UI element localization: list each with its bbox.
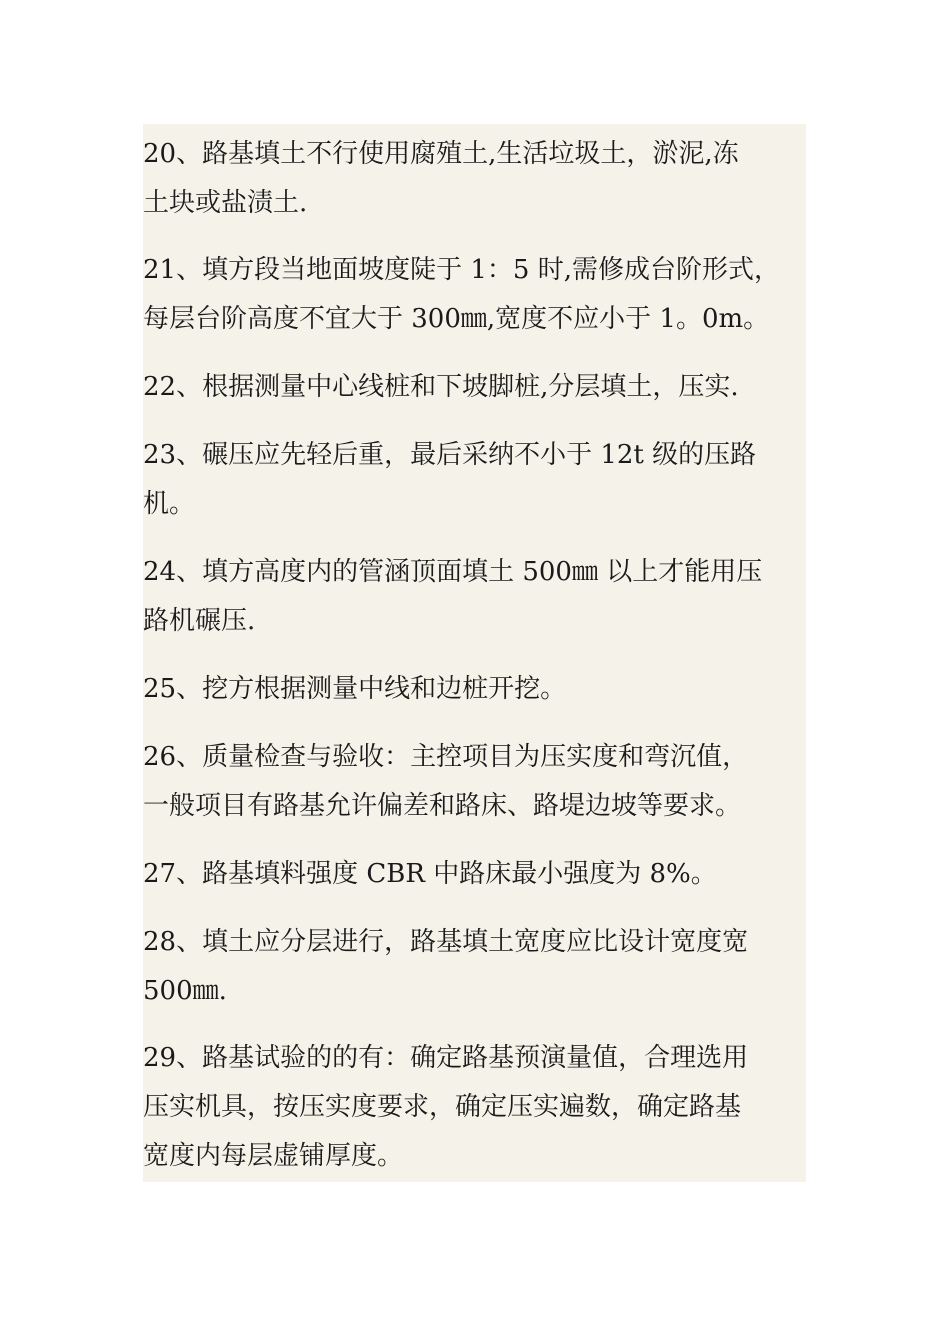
list-item-line: 机。 [143,489,196,519]
list-item-line: 21、填方段当地面坡度陡于 1：5 时,需修成台阶形式， [143,255,780,285]
list-item-line: 24、填方高度内的管涵顶面填土 500㎜ 以上才能用压 [143,557,763,587]
list-item-line: 20、路基填土不行使用腐殖土,生活垃圾土，淤泥,冻 [143,139,739,169]
list-item-line: 路机碾压. [143,606,256,636]
list-item-line: 22、根据测量中心线桩和下坡脚桩,分层填土，压实. [143,372,739,402]
list-item-29 [143,1034,823,1181]
list-item-20 [143,130,823,228]
list-item-24 [143,548,823,646]
list-item-25 [143,665,823,714]
list-item-22 [143,363,823,412]
list-item-line: 25、挖方根据测量中线和边桩开挖。 [143,674,567,704]
list-item-line: 每层台阶高度不宜大于 300㎜,宽度不应小于 1。0m。 [143,304,770,334]
highlighted-text-block [143,124,806,1182]
list-item-26 [143,733,823,831]
list-item-27 [143,850,823,899]
list-item-line: 一般项目有路基允许偏差和路床、路堤边坡等要求。 [143,791,742,821]
list-item-line: 27、路基填料强度 CBR 中路床最小强度为 8%。 [143,859,717,889]
list-item-line: 压实机具，按压实度要求，确定压实遍数，确定路基 [143,1092,742,1122]
list-item-line: 26、质量检查与验收：主控项目为压实度和弯沉值， [143,742,749,772]
list-item-line: 宽度内每层虚铺厚度。 [143,1141,404,1171]
list-item-line: 23、碾压应先轻后重，最后采纳不小于 12t 级的压路 [143,440,757,470]
list-item-line: 土块或盐渍土. [143,188,308,218]
list-item-23 [143,431,823,529]
list-item-line: 28、填土应分层进行，路基填土宽度应比设计宽度宽 [143,927,749,957]
list-item-line: 500㎜. [143,976,227,1006]
list-item-28 [143,918,823,1016]
list-item-21 [143,246,823,344]
list-item-line: 29、路基试验的的有：确定路基预演量值，合理选用 [143,1043,749,1073]
